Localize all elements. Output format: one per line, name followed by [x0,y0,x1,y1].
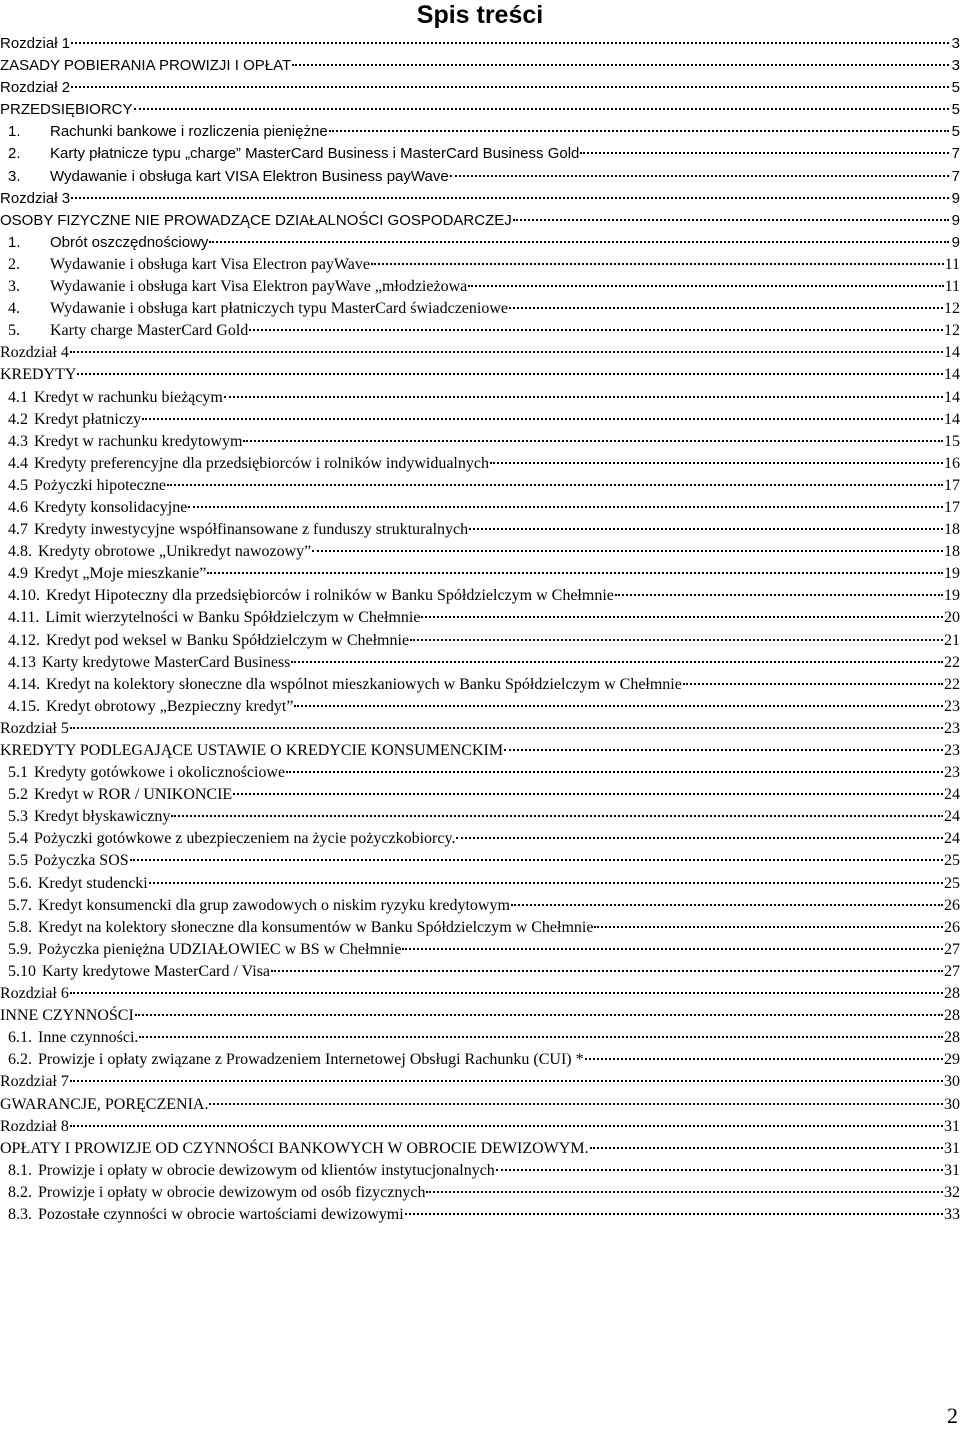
toc-dot-leader [683,683,943,685]
toc-entry[interactable] [0,718,960,740]
toc-dot-leader [504,749,943,751]
toc-entry[interactable] [0,784,960,806]
page-number: 2 [947,1403,958,1428]
toc-entry-title: Rozdział 1 [0,35,71,52]
toc-dot-leader [312,550,943,552]
toc-entry-page: 23 [944,764,960,782]
toc-dot-leader [243,440,943,442]
toc-entry-page: 23 [944,719,960,737]
toc-entry-page: 31 [944,1117,960,1135]
toc-entry-page: 32 [944,1183,960,1201]
toc-entry-page: 7 [951,167,960,185]
toc-dot-leader [249,329,943,331]
toc-entry-page: 18 [944,521,960,539]
toc-entry-title: Inne czynności. [38,1029,139,1047]
toc-entry-page: 16 [944,454,960,472]
toc-entry-number: 4.3 [8,432,28,450]
toc-entry-title: Kredyty inwestycyjne współfinansowane z funduszy strukturalnych [34,521,469,539]
toc-entry-title: Rozdział 4 [0,344,69,362]
toc-entry-title: Kredyt Hipoteczny dla przedsiębiorców i rolników w Banku Spółdzielczym w Chełmnie [46,587,614,605]
toc-entry-title: Rozdział 6 [0,985,69,1003]
toc-dot-leader [405,1213,943,1215]
toc-dot-leader [233,793,943,795]
toc-entry-number: 4.5 [8,476,28,494]
toc-entry-title: Prowizje i opłaty w obrocie dewizowym od klientów instytucjonalnych [38,1161,495,1179]
toc-entry-number: 5.3 [8,808,28,826]
toc-dot-leader [149,882,943,884]
toc-dot-leader [167,484,943,486]
toc-dot-leader [70,1080,943,1082]
toc-entry[interactable] [0,33,960,55]
toc-entry-number: 4.1 [8,388,28,406]
toc-entry-page: 21 [944,631,960,649]
toc-entry-page: 17 [944,476,960,494]
toc-entry[interactable] [0,917,960,939]
toc-entry-page: 11 [944,278,960,296]
toc-entry-number: 5.6. [8,874,32,892]
toc-entry-number: 8.2. [8,1183,32,1201]
toc-entry-number: 8.3. [8,1205,32,1223]
toc-entry-number: 5.10 [8,962,36,980]
toc-entry-number: 4. [8,300,20,318]
toc-entry-page: 17 [944,498,960,516]
toc-entry[interactable] [0,961,960,983]
toc-entry[interactable] [0,585,960,607]
toc-entry[interactable] [0,342,960,364]
toc-entry-title: OPŁATY I PROWIZJE OD CZYNNOŚCI BANKOWYCH W OBROCIE DEWIZOWYM. [0,1139,589,1157]
toc-entry-number: 6.1. [8,1029,32,1047]
toc-entry[interactable] [0,563,960,585]
toc-entry-title: KREDYTY PODLEGAJĄCE USTAWIE O KREDYCIE KONSUMENCKIM [0,742,504,759]
toc-entry[interactable] [0,762,960,784]
toc-entry-title: Rozdział 3 [0,189,71,207]
toc-entry-page: 23 [944,742,960,759]
toc-entry-title: Kredyt konsumencki dla grup zawodowych o niskim ryzyku kredytowym [38,896,510,914]
toc-entry-page: 14 [944,388,960,406]
toc-entry[interactable] [0,1204,960,1226]
toc-entry-number: 5.7. [8,896,32,914]
toc-entry-number: 3. [8,278,20,296]
toc-entry[interactable] [0,320,960,342]
toc-entry-title: Kredyt płatniczy [34,410,142,428]
toc-dot-leader [224,396,943,398]
toc-entry-page: 25 [944,874,960,892]
toc-dot-leader [402,948,943,950]
toc-entry[interactable] [0,696,960,718]
toc-entry-title: Karty kredytowe MasterCard / Visa [42,962,271,980]
toc-dot-leader [271,970,943,972]
toc-entry[interactable] [0,210,960,232]
toc-entry-title: Kredyt studencki [38,874,148,892]
toc-entry[interactable] [0,740,960,762]
toc-entry-title: Kredyty konsolidacyjne [34,498,188,516]
toc-entry-title: Kredyt w ROR / UNIKONCIE [34,786,233,804]
table-of-contents [0,33,960,1226]
toc-entry-title: Prowizje i opłaty w obrocie dewizowym od osób fizycznych [38,1183,426,1201]
toc-dot-leader [426,1191,943,1193]
toc-entry-number: 5.8. [8,918,32,936]
toc-entry-title: GWARANCJE, PORĘCZENIA. [0,1095,209,1113]
toc-entry-title: Pozostałe czynności w obrocie wartościami dewizowymi [38,1205,404,1223]
toc-entry-number: 4.6 [8,498,28,516]
toc-dot-leader [469,528,943,530]
toc-dot-leader [130,859,943,861]
toc-entry-page: 14 [944,410,960,428]
toc-entry-page: 24 [944,830,960,848]
toc-dot-leader [291,661,943,663]
toc-entry-page: 31 [944,1139,960,1157]
toc-dot-leader [371,263,944,265]
toc-entry[interactable] [0,630,960,652]
toc-dot-leader [590,1147,943,1149]
toc-entry-page: 30 [944,1073,960,1091]
toc-entry-number: 6.2. [8,1051,32,1069]
toc-entry[interactable] [0,121,960,143]
toc-entry-title: Pożyczka pieniężna UDZIAŁOWIEC w BS w Chełmnie [38,940,402,958]
toc-entry-title: Wydawanie i obsługa kart VISA Elektron Business payWave [50,167,449,185]
toc-entry-title: Obrót oszczędnościowy [50,233,209,251]
toc-dot-leader [209,241,949,243]
toc-entry-title: Rozdział 8 [0,1117,69,1135]
toc-entry[interactable] [0,1094,960,1116]
toc-entry-title: Kredyt pod weksel w Banku Spółdzielczym w Chełmnie [46,631,410,649]
toc-entry[interactable] [0,298,960,320]
toc-dot-leader [142,418,943,420]
toc-entry-number: 2. [8,255,20,273]
toc-entry-page: 3 [951,35,960,52]
toc-dot-leader [496,1169,943,1171]
toc-dot-leader [511,904,943,906]
toc-entry-page: 9 [951,211,960,229]
toc-entry-number: 1. [8,123,21,141]
toc-entry[interactable] [0,873,960,895]
toc-entry-number: 4.12. [8,631,40,649]
toc-dot-leader [329,130,949,132]
toc-entry[interactable] [0,387,960,409]
toc-dot-leader [70,1125,943,1127]
toc-dot-leader [585,1058,943,1060]
toc-entry-number: 1. [8,233,21,251]
toc-entry-title: Kredyt „Moje mieszkanie” [34,565,207,583]
toc-entry-page: 11 [944,255,960,273]
toc-entry-title: Pożyczki hipoteczne [34,476,166,494]
toc-dot-leader [71,197,949,199]
toc-entry-title: Rozdział 5 [0,719,69,737]
toc-entry-page: 15 [944,432,960,450]
toc-entry-number: 4.2 [8,410,28,428]
toc-entry-number: 4.4 [8,454,28,472]
toc-entry-page: 26 [944,918,960,936]
toc-entry-page: 14 [944,366,960,384]
toc-entry[interactable] [0,541,960,563]
toc-entry[interactable] [0,850,960,872]
toc-entry[interactable] [0,364,960,386]
toc-entry-page: 24 [944,786,960,804]
toc-entry-number: 5.1 [8,764,28,782]
toc-entry[interactable] [0,166,960,188]
toc-entry[interactable] [0,519,960,541]
toc-dot-leader [468,285,943,287]
toc-entry-title: Kredyt na kolektory słoneczne dla wspólnot mieszkaniowych w Banku Spółdzielczym w Chełmnie [46,675,682,693]
toc-dot-leader [134,108,949,110]
toc-entry-page: 24 [944,808,960,826]
toc-entry-number: 4.11. [8,609,40,627]
toc-entry-page: 14 [944,344,960,362]
toc-entry-page: 28 [944,1029,960,1047]
toc-entry[interactable] [0,77,960,99]
toc-entry[interactable] [0,1049,960,1071]
toc-dot-leader [207,572,943,574]
toc-entry[interactable] [0,254,960,276]
toc-entry[interactable] [0,475,960,497]
toc-entry[interactable] [0,983,960,1005]
toc-dot-leader [490,462,943,464]
toc-dot-leader [209,1103,943,1105]
toc-entry-title: Limit wierzytelności w Banku Spółdzielczym w Chełmnie [45,609,421,627]
toc-dot-leader [450,175,949,177]
toc-entry-number: 5. [8,322,20,340]
toc-dot-leader [421,616,943,618]
toc-entry[interactable] [0,232,960,254]
toc-entry-page: 31 [944,1161,960,1179]
toc-dot-leader [188,506,943,508]
toc-entry[interactable] [0,1005,960,1027]
toc-entry[interactable] [0,939,960,961]
toc-dot-leader [456,837,943,839]
toc-dot-leader [292,64,949,66]
toc-entry-title: KREDYTY [0,366,77,384]
toc-dot-leader [410,639,943,641]
toc-entry[interactable] [0,55,960,77]
toc-entry-page: 27 [944,940,960,958]
toc-dot-leader [71,86,949,88]
toc-entry[interactable] [0,1182,960,1204]
toc-dot-leader [77,373,943,375]
toc-entry[interactable] [0,143,960,165]
toc-entry-number: 5.2 [8,786,28,804]
toc-entry-page: 5 [951,79,960,97]
toc-entry-page: 12 [944,300,960,318]
toc-entry[interactable] [0,895,960,917]
toc-entry-page: 30 [944,1095,960,1113]
toc-entry[interactable] [0,652,960,674]
toc-entry-title: ZASADY POBIERANIA PROWIZJI I OPŁAT [0,57,292,75]
page-title: Spis treści [416,1,544,29]
toc-entry[interactable] [0,276,960,298]
toc-entry-number: 5.5 [8,852,28,870]
toc-dot-leader [139,1036,943,1038]
toc-dot-leader [615,594,943,596]
toc-entry-page: 7 [951,145,960,163]
toc-dot-leader [171,815,943,817]
toc-entry-page: 19 [944,565,960,583]
toc-entry-title: Karty kredytowe MasterCard Business [42,653,291,671]
toc-entry[interactable] [0,607,960,629]
toc-entry-page: 22 [944,653,960,671]
toc-entry-number: 4.7 [8,521,28,539]
toc-entry-title: Kredyt w rachunku kredytowym [34,432,243,450]
toc-entry[interactable] [0,1027,960,1049]
toc-entry-title: Kredyt w rachunku bieżącym [34,388,223,406]
toc-dot-leader [71,42,949,44]
toc-dot-leader [513,219,949,221]
toc-entry-page: 33 [944,1205,960,1223]
toc-entry-number: 4.8. [8,543,32,561]
toc-entry-title: Rozdział 2 [0,79,71,97]
toc-dot-leader [135,1014,943,1016]
toc-entry-number: 5.4 [8,830,28,848]
toc-entry-number: 4.9 [8,565,28,583]
toc-entry-title: INNE CZYNNOŚCI [0,1007,134,1025]
toc-entry[interactable] [0,453,960,475]
toc-entry-number: 4.10. [8,587,40,605]
toc-entry[interactable] [0,188,960,210]
toc-dot-leader [580,152,949,154]
toc-entry-page: 18 [944,543,960,561]
toc-entry-number: 4.13 [8,653,36,671]
toc-entry-number: 5.9. [8,940,32,958]
toc-entry-page: 3 [951,57,960,75]
toc-entry-title: Rachunki bankowe i rozliczenia pieniężne [50,123,328,141]
toc-entry-page: 28 [944,1007,960,1025]
toc-entry-page: 9 [951,233,960,251]
toc-entry-title: Kredyt na kolektory słoneczne dla konsumentów w Banku Spółdzielczym w Chełmnie [38,918,594,936]
toc-entry-page: 29 [944,1051,960,1069]
toc-entry-page: 23 [944,697,960,715]
toc-entry[interactable] [0,1138,960,1160]
toc-entry-title: Rozdział 7 [0,1073,69,1091]
toc-dot-leader [70,727,943,729]
toc-entry-page: 26 [944,896,960,914]
toc-entry-title: Kredyt obrotowy „Bezpieczny kredyt” [46,697,294,715]
toc-entry-title: Kredyty obrotowe „Unikredyt nawozowy” [38,543,312,561]
toc-entry-title: Kredyty gotówkowe i okolicznościowe [34,764,286,782]
toc-dot-leader [509,307,943,309]
toc-dot-leader [70,992,943,994]
toc-entry-title: Prowizje i opłaty związane z Prowadzeniem Internetowej Obsługi Rachunku (CUI) * [38,1051,584,1069]
toc-entry[interactable] [0,99,960,121]
toc-entry-page: 20 [944,609,960,627]
toc-entry[interactable] [0,1116,960,1138]
toc-entry-title: Wydawanie i obsługa kart Visa Electron payWave [50,255,370,273]
toc-dot-leader [594,926,943,928]
toc-entry-page: 19 [944,587,960,605]
toc-entry-title: Wydawanie i obsługa kart Visa Elektron payWave „młodzieżowa [50,278,468,296]
toc-entry-page: 22 [944,675,960,693]
toc-entry-number: 3. [8,167,21,185]
toc-entry-title: Karty płatnicze typu „charge” MasterCard Business i MasterCard Business Gold [50,145,580,163]
toc-entry-title: OSOBY FIZYCZNE NIE PROWADZĄCE DZIAŁALNOŚCI GOSPODARCZEJ [0,211,512,229]
toc-entry[interactable] [0,1160,960,1182]
toc-entry[interactable] [0,828,960,850]
toc-entry-title: Pożyczki gotówkowe z ubezpieczeniem na życie pożyczkobiorcy. [34,830,456,848]
toc-dot-leader [294,705,943,707]
toc-entry[interactable] [0,431,960,453]
toc-entry-page: 12 [944,322,960,340]
toc-entry-number: 4.14. [8,675,40,693]
toc-entry[interactable] [0,806,960,828]
toc-entry-title: Karty charge MasterCard Gold [50,322,249,340]
toc-entry-title: Kredyt błyskawiczny [34,808,171,826]
toc-entry-title: Kredyty preferencyjne dla przedsiębiorców i rolników indywidualnych [34,454,489,472]
toc-entry-title: Pożyczka SOS [34,852,129,870]
toc-entry-number: 2. [8,145,21,163]
toc-entry[interactable] [0,1071,960,1093]
toc-entry-page: 5 [951,101,960,119]
toc-entry-page: 28 [944,985,960,1003]
toc-entry-page: 25 [944,852,960,870]
toc-entry[interactable] [0,674,960,696]
toc-entry-page: 5 [951,123,960,141]
toc-entry-page: 9 [951,189,960,207]
toc-entry-number: 8.1. [8,1161,32,1179]
toc-entry[interactable] [0,409,960,431]
toc-entry-title: PRZEDSIĘBIORCY [0,101,133,119]
toc-entry-title: Wydawanie i obsługa kart płatniczych typu MasterCard świadczeniowe [50,300,508,318]
toc-dot-leader [70,351,943,353]
toc-dot-leader [286,771,943,773]
toc-entry-number: 4.15. [8,697,40,715]
toc-entry[interactable] [0,497,960,519]
toc-entry-page: 27 [944,962,960,980]
